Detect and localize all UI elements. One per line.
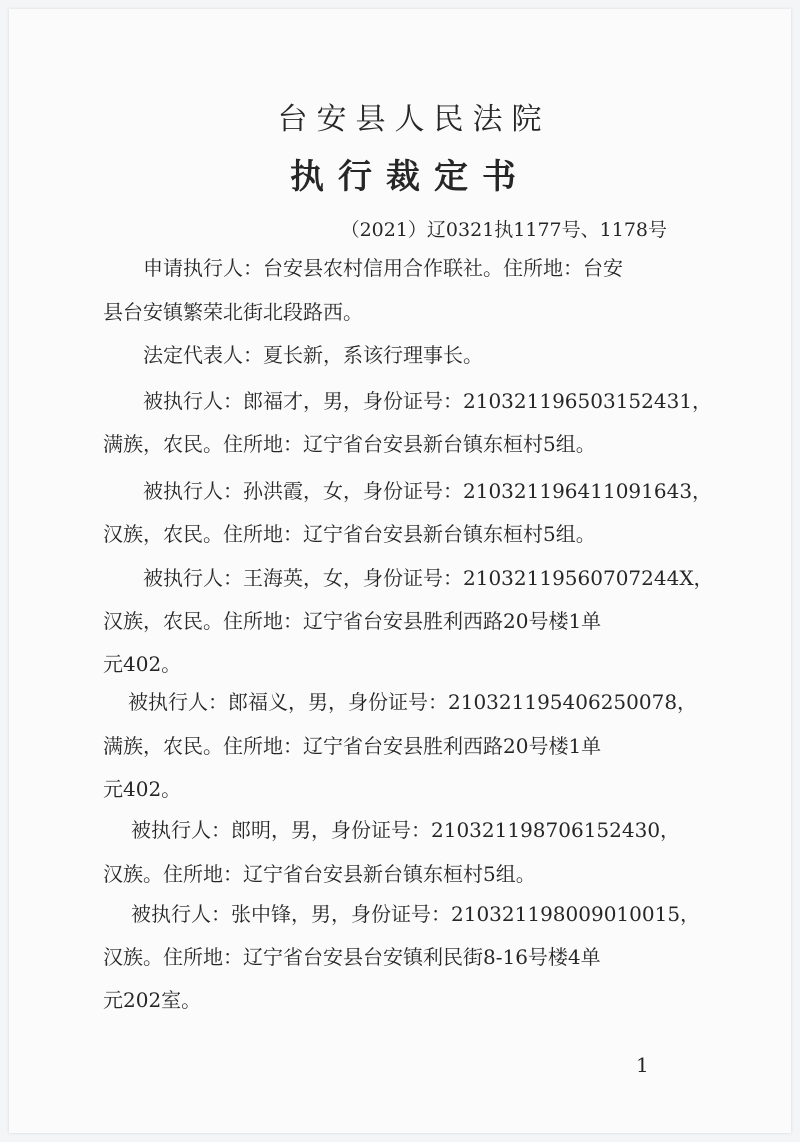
respondent-1-line-1: 被执行人：郎福才，男，身份证号：210321196503152431， bbox=[143, 389, 713, 413]
applicant-line-1: 申请执行人：台安县农村信用合作联社。住所地：台安 bbox=[143, 256, 623, 280]
respondent-2-line-1: 被执行人：孙洪霞，女，身份证号：210321196411091643， bbox=[143, 479, 713, 503]
respondent-3-line-3: 元402。 bbox=[103, 652, 182, 676]
respondent-6-line-1: 被执行人：张中锋，男，身份证号：210321198009010015， bbox=[131, 902, 701, 926]
respondent-6-line-2: 汉族。住所地：辽宁省台安县台安镇利民街8-16号楼4单 bbox=[103, 945, 601, 969]
page-number: 1 bbox=[636, 1053, 649, 1077]
legal-representative-line: 法定代表人：夏长新，系该行理事长。 bbox=[143, 343, 483, 367]
respondent-5-line-1: 被执行人：郎明，男，身份证号：210321198706152430， bbox=[131, 818, 681, 842]
respondent-1-line-2: 满族，农民。住所地：辽宁省台安县新台镇东桓村5组。 bbox=[103, 432, 596, 456]
court-name: 台安县人民法院 bbox=[277, 102, 551, 137]
respondent-4-line-1: 被执行人：郎福义，男，身份证号：210321195406250078， bbox=[128, 690, 698, 714]
respondent-2-line-2: 汉族，农民。住所地：辽宁省台安县新台镇东桓村5组。 bbox=[103, 522, 596, 546]
respondent-5-line-2: 汉族。住所地：辽宁省台安县新台镇东桓村5组。 bbox=[103, 862, 536, 886]
respondent-4-line-2: 满族，农民。住所地：辽宁省台安县胜利西路20号楼1单 bbox=[103, 734, 602, 758]
document-type-title: 执行裁定书 bbox=[290, 157, 530, 197]
respondent-3-line-2: 汉族，农民。住所地：辽宁省台安县胜利西路20号楼1单 bbox=[103, 609, 602, 633]
respondent-4-line-3: 元402。 bbox=[103, 777, 182, 801]
respondent-6-line-3: 元202室。 bbox=[103, 988, 202, 1012]
case-number: （2021）辽0321执1177号、1178号 bbox=[340, 219, 667, 241]
applicant-line-2: 县台安镇繁荣北街北段路西。 bbox=[103, 300, 363, 324]
respondent-3-line-1: 被执行人：王海英，女，身份证号：21032119560707244X， bbox=[143, 566, 714, 590]
